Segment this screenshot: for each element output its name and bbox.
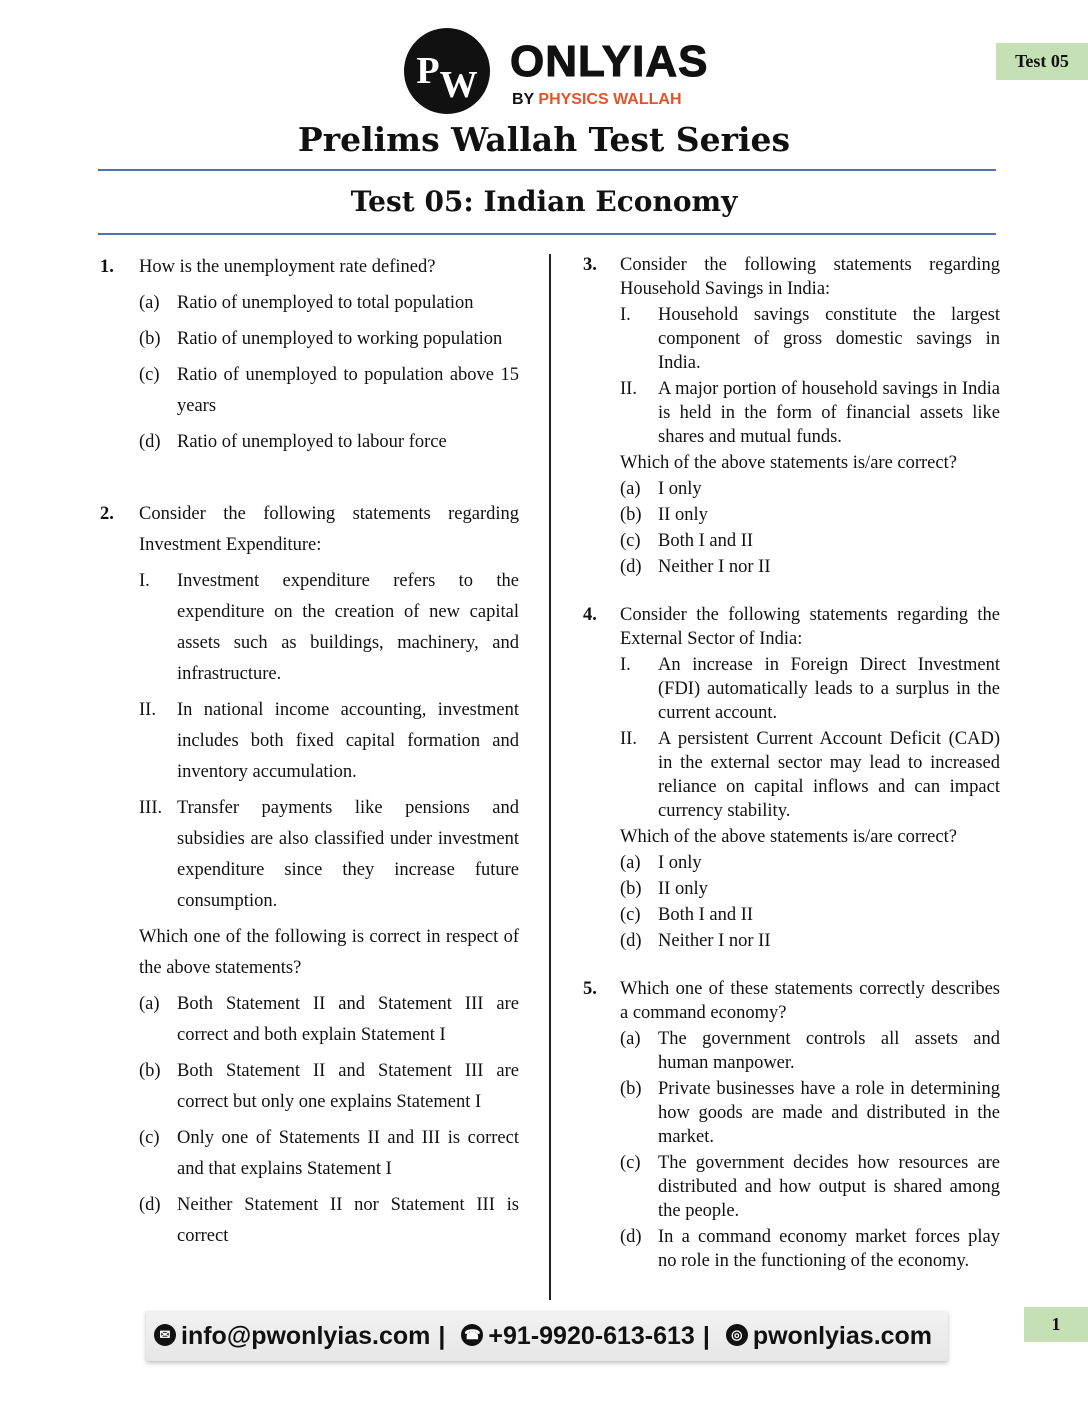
byline-highlight: PHYSICS WALLAH: [538, 91, 682, 108]
option-text: II only: [658, 879, 708, 899]
option-c[interactable]: [139, 360, 519, 422]
statement-label: II.: [620, 379, 637, 399]
option-a[interactable]: [620, 1027, 1000, 1075]
option-label: (c): [620, 1153, 641, 1173]
pw-logo-letter-w: W: [439, 64, 478, 106]
column-divider: [549, 254, 551, 1300]
option-d[interactable]: [139, 427, 519, 458]
statement-i: [620, 303, 1000, 375]
question-stem: How is the unemployment rate defined?: [139, 257, 436, 277]
page-number: 1: [1024, 1307, 1088, 1342]
option-b[interactable]: [620, 503, 1000, 527]
option-text: The government controls all assets and human manpower.: [658, 1029, 1000, 1073]
option-label: (d): [139, 1195, 161, 1215]
question-stem: Which one of these statements correctly describes a command economy?: [620, 979, 1000, 1023]
question-number: 3.: [583, 255, 597, 275]
statement-text: Investment expenditure refers to the expenditure on the creation of new capital assets such as buildings, machinery, and infrastructure.: [177, 571, 519, 684]
option-d[interactable]: [620, 929, 1000, 953]
question-stem: Consider the following statements regarding Investment Expenditure:: [139, 504, 519, 555]
option-b[interactable]: [620, 1077, 1000, 1149]
option-text: Both I and II: [658, 905, 754, 925]
option-c[interactable]: [620, 529, 1000, 553]
option-d[interactable]: [139, 1190, 519, 1252]
option-text: Both Statement II and Statement III are correct and both explain Statement I: [177, 994, 519, 1045]
option-text: Neither I nor II: [658, 557, 771, 577]
statement-ii: [620, 727, 1000, 823]
option-text: I only: [658, 853, 702, 873]
footer-email[interactable]: info@pwonlyias.com: [181, 1322, 431, 1350]
option-c[interactable]: [139, 1123, 519, 1185]
option-label: (c): [139, 1128, 160, 1148]
globe-icon: ◎: [726, 1324, 748, 1346]
option-c[interactable]: [620, 1151, 1000, 1223]
question-number: 1.: [100, 257, 114, 277]
statement-label: II.: [620, 729, 637, 749]
option-label: (d): [139, 432, 161, 452]
option-label: (d): [620, 557, 642, 577]
option-a[interactable]: [139, 288, 519, 319]
option-text: I only: [658, 479, 702, 499]
question-2: [100, 499, 519, 1252]
option-label: (c): [139, 365, 160, 385]
header-rule-top: [98, 169, 996, 171]
option-text: Neither I nor II: [658, 931, 771, 951]
option-text: II only: [658, 505, 708, 525]
question-number: 2.: [100, 504, 114, 524]
footer-website[interactable]: pwonlyias.com: [752, 1322, 933, 1350]
option-label: (b): [620, 879, 642, 899]
option-label: (a): [139, 293, 160, 313]
byline-prefix: BY: [512, 91, 539, 108]
statement-text: Transfer payments like pensions and subsidies are also classified under investment expenditure since they increase future consumption.: [177, 798, 519, 911]
right-column: [583, 253, 1000, 1273]
option-b[interactable]: [620, 877, 1000, 901]
question-4: [583, 603, 1000, 953]
option-label: (b): [139, 1061, 161, 1081]
option-text: Only one of Statements II and III is correct and that explains Statement I: [177, 1128, 519, 1179]
option-b[interactable]: [139, 1056, 519, 1118]
footer-phone[interactable]: +91-9920-613-613: [488, 1322, 695, 1350]
option-text: In a command economy market forces play no role in the functioning of the economy.: [658, 1227, 1000, 1271]
statement-label: I.: [139, 571, 150, 591]
option-text: Ratio of unemployed to total population: [177, 293, 474, 313]
option-label: (d): [620, 1227, 642, 1247]
left-column: [100, 252, 519, 1252]
option-c[interactable]: [620, 903, 1000, 927]
option-d[interactable]: [620, 1225, 1000, 1273]
statement-text: A major portion of household savings in India is held in the form of financial assets like shares and mutual funds.: [658, 379, 1000, 447]
test-title: Test 05: Indian Economy: [350, 185, 738, 218]
option-text: Both I and II: [658, 531, 754, 551]
option-text: Neither Statement II nor Statement III is correct: [177, 1195, 519, 1246]
statement-i: [139, 566, 519, 690]
option-label: (c): [620, 531, 641, 551]
series-title: Prelims Wallah Test Series: [297, 120, 791, 159]
option-text: Ratio of unemployed to working population: [177, 329, 503, 349]
option-label: (a): [620, 853, 641, 873]
pw-logo-letter-p: P: [416, 50, 440, 92]
brand-name: ONLYIAS: [510, 37, 709, 86]
option-label: (a): [620, 479, 641, 499]
statement-iii: [139, 793, 519, 917]
option-text: Private businesses have a role in determining how goods are made and distributed in the market.: [658, 1079, 1000, 1147]
option-b[interactable]: [139, 324, 519, 355]
onlyias-logo: [404, 28, 714, 120]
option-a[interactable]: [620, 477, 1000, 501]
option-label: (b): [620, 505, 642, 525]
footer-separator: |: [438, 1322, 446, 1350]
option-label: (c): [620, 905, 641, 925]
contact-footer: [146, 1311, 948, 1361]
option-text: Ratio of unemployed to population above 15 years: [177, 365, 519, 416]
statement-text: Household savings constitute the largest component of gross domestic savings in India.: [658, 305, 1000, 373]
option-label: (a): [620, 1029, 641, 1049]
option-a[interactable]: [620, 851, 1000, 875]
option-label: (d): [620, 931, 642, 951]
email-icon: ✉: [154, 1324, 176, 1346]
option-text: Ratio of unemployed to labour force: [177, 432, 447, 452]
question-prompt: Which of the above statements is/are correct?: [620, 827, 957, 847]
statement-ii: [139, 695, 519, 788]
brand-byline: [512, 90, 682, 110]
option-text: The government decides how resources are distributed and how output is shared among the people.: [658, 1153, 1000, 1221]
question-number: 4.: [583, 605, 597, 625]
footer-separator: |: [702, 1322, 710, 1350]
option-text: Both Statement II and Statement III are correct but only one explains Statement I: [177, 1061, 519, 1112]
statement-text: In national income accounting, investment includes both fixed capital formation and inventory accumulation.: [177, 700, 519, 782]
statement-ii: [620, 377, 1000, 449]
statement-label: II.: [139, 700, 156, 720]
question-5: [583, 977, 1000, 1273]
question-prompt: Which one of the following is correct in respect of the above statements?: [139, 927, 519, 978]
pw-logo-icon: [404, 28, 490, 114]
question-1: [100, 252, 519, 458]
statement-text: A persistent Current Account Deficit (CAD) in the external sector may lead to increased reliance on capital inflows and can impact currency stability.: [658, 729, 1000, 821]
statement-label: I.: [620, 305, 631, 325]
statement-i: [620, 653, 1000, 725]
option-label: (b): [139, 329, 161, 349]
question-prompt: Which of the above statements is/are correct?: [620, 453, 957, 473]
statement-label: I.: [620, 655, 631, 675]
phone-icon: ☎: [461, 1324, 483, 1346]
question-3: [583, 253, 1000, 579]
option-label: (a): [139, 994, 160, 1014]
option-a[interactable]: [139, 989, 519, 1051]
option-d[interactable]: [620, 555, 1000, 579]
statement-text: An increase in Foreign Direct Investment (FDI) automatically leads to a surplus in the current account.: [658, 655, 1000, 723]
question-stem: Consider the following statements regarding Household Savings in India:: [620, 255, 1000, 299]
test-badge: Test 05: [996, 43, 1088, 80]
header-rule-bottom: [98, 233, 996, 235]
question-stem: Consider the following statements regarding the External Sector of India:: [620, 605, 1000, 649]
question-number: 5.: [583, 979, 597, 999]
statement-label: III.: [139, 798, 163, 818]
option-label: (b): [620, 1079, 642, 1099]
